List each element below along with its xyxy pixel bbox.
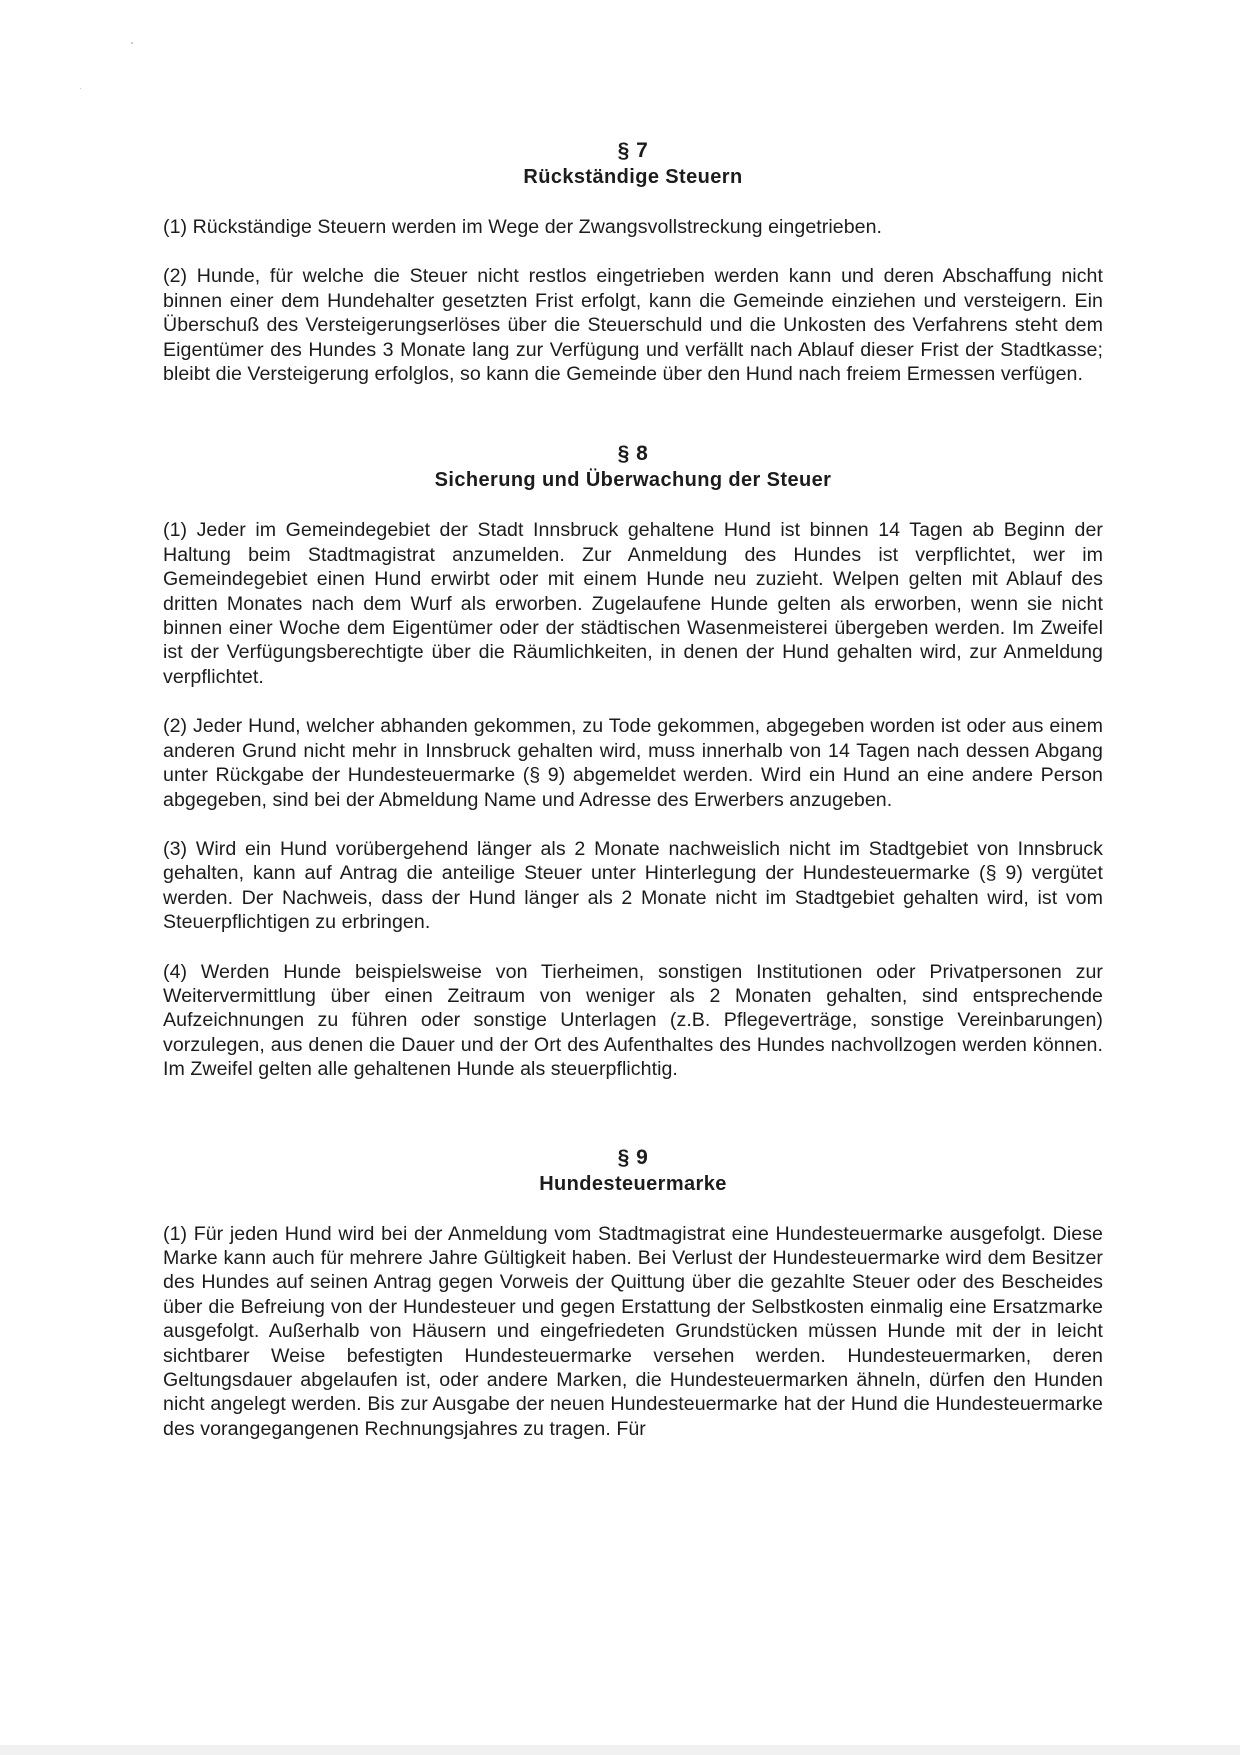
paragraph: (2) Jeder Hund, welcher abhanden gekommen, zu Tode gekommen, abgegeben worden ist oder aus einem anderen Grund nicht mehr in Innsbruck gehalten wird, muss innerhalb von 14 Tagen nach dessen Abgang unter Rückgabe der Hundesteuermarke (§ 9) abgemeldet werden. Wird ein Hund an eine andere Person abgegeben, sind bei der Abmeldung Name und Adresse des Erwerbers anzugeben. — [163, 715, 1103, 811]
section-title: Rückständige Steuern — [523, 166, 743, 188]
paragraph: (3) Wird ein Hund vorübergehend länger als 2 Monate nachweislich nicht im Stadtgebiet von Innsbruck gehalten, kann auf Antrag die anteilige Steuer unter Hinterlegung der Hundesteuermarke (§ 9) vergütet werden. Der Nachweis, dass der Hund länger als 2 Monate nicht im Stadtgebiet gehalten wird, ist vom Steuerpflichtigen zu erbringen. — [163, 837, 1103, 934]
paragraph: (4) Werden Hunde beispielsweise von Tierheimen, sonstigen Institutionen oder Privatpersonen zur Weitervermittlung über einen Zeitraum von weniger als 2 Monaten gehalten, sind entsprechende Aufzeichnungen zu führen oder sonstige Unterlagen (z.B. Pflegeverträge, sonstige Vereinbarungen) vorzulegen, aus denen die Dauer und der Ort des Aufenthaltes des Hundes nachvollzogen werden können. Im Zweifel gelten alle gehaltenen Hunde als steuerpflichtig. — [163, 960, 1103, 1081]
section-number: § 8 — [617, 442, 649, 466]
section-7 — [163, 138, 1103, 386]
paragraph: (2) Hunde, für welche die Steuer nicht restlos eingetrieben werden kann und deren Abschaffung nicht binnen einer dem Hundehalter gesetzten Frist erfolgt, kann die Gemeinde einziehen und versteigern. Ein Überschuß des Versteigerungserlöses über die Steuerschuld und die Unkosten des Verfahrens steht dem Eigentümer des Hundes 3 Monate lang zur Verfügung und verfällt nach Ablauf dieser Frist der Stadtkasse; bleibt die Versteigerung erfolglos, so kann die Gemeinde über den Hund nach freiem Ermessen verfügen. — [163, 265, 1103, 386]
section-number: § 7 — [617, 139, 649, 162]
scan-speck — [131, 42, 133, 44]
section-number: § 9 — [617, 1145, 649, 1169]
paragraph: (1) Jeder im Gemeindegebiet der Stadt Innsbruck gehaltene Hund ist binnen 14 Tagen ab Beginn der Haltung beim Stadtmagistrat anzumelden. Zur Anmeldung des Hundes ist verpflichtet, wer im Gemeindegebiet einen Hund erwirbt oder mit einem Hunde neu zuzieht. Welpen gelten mit Ablauf des dritten Monates nach dem Wurf als erworben. Zugelaufene Hunde gelten als erworben, wenn sie nicht binnen einer Woche dem Eigentümer oder der städtischen Wasenmeisterei übergeben werden. Im Zweifel ist der Verfügungsberechtigte über die Räumlichkeiten, in denen der Hund gehalten wird, zur Anmeldung verpflichtet. — [163, 519, 1103, 688]
scan-speck — [80, 88, 81, 89]
paragraph: (1) Für jeden Hund wird bei der Anmeldung vom Stadtmagistrat eine Hundesteuermarke ausgefolgt. Diese Marke kann auch für mehrere Jahre Gültigkeit haben. Bei Verlust der Hundesteuermarke wird dem Besitzer des Hundes auf seinen Antrag gegen Vorweis der Quittung über die gezahlte Steuer oder des Bescheides über die Befreiung von der Hundesteuer und gegen Erstattung der Selbstkosten einmalig eine Ersatzmarke ausgefolgt. Außerhalb von Häusern und eingefriedeten Grundstücken müssen Hunde mit der in leicht sichtbarer Weise befestigten Hundesteuermarke versehen werden. Hundesteuermarken, deren Geltungsdauer abgelaufen ist, oder andere Marken, die Hundesteuermarken ähneln, dürfen den Hunden nicht angelegt werden. Bis zur Ausgabe der neuen Hundesteuermarke hat der Hund die Hundesteuermarke des vorangegangenen Rechnungsjahres zu tragen. Für — [163, 1222, 1103, 1440]
section-title: Hundesteuermarke — [539, 1172, 727, 1195]
section-title: Sicherung und Überwachung der Steuer — [434, 469, 832, 492]
paragraph: (1) Rückständige Steuern werden im Wege der Zwangsvollstreckung eingetrieben. — [163, 216, 883, 238]
section-9 — [163, 1145, 1103, 1442]
section-8 — [163, 441, 1103, 1081]
scan-bottom-edge — [0, 1745, 1240, 1755]
document-body — [163, 138, 1103, 1441]
